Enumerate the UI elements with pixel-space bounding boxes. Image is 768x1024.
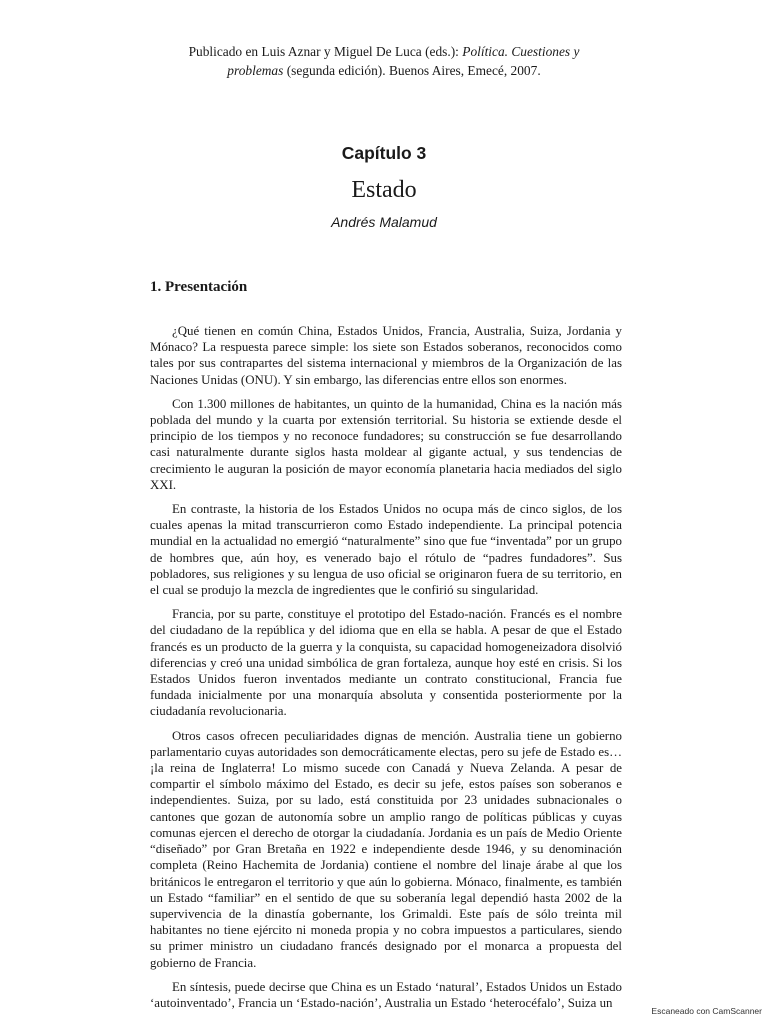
section-heading: 1. Presentación xyxy=(150,279,248,295)
chapter-title: Estado xyxy=(351,177,417,203)
citation-book-title-2: problemas xyxy=(227,63,284,78)
author-name: Andrés Malamud xyxy=(331,214,437,230)
paragraph: ¿Qué tienen en común China, Estados Unidos, Francia, Australia, Suiza, Jordania y Mónaco? La respuesta parece simple: los siete son Estados soberanos, reconocidos como tales por sus contrapartes del sistema internacional y miembros de la Organización de las Naciones Unidas (ONU). Y sin embargo, las diferencias entre ellos son enormes. xyxy=(150,324,622,387)
citation-book-title-1: Política. Cuestiones y xyxy=(462,44,580,59)
chapter-label: Capítulo 3 xyxy=(341,143,427,163)
paragraph: Francia, por su parte, constituye el prototipo del Estado-nación. Francés es el nombre del ciudadano de la república y del idioma que en ella se habla. A pesar de que el Estado francés es un producto de la guerra y la conquista, su capacidad homogeneizadora disolvió diferencias y creó una unidad simbólica de gran fortaleza, aunque hoy esté en crisis. Si los Estados Unidos fueron inventados mediante un contrato constitucional, Francia fue fundada inicialmente por una monarquía absoluta y consentida posteriormente por la ciudadanía revolucionaria. xyxy=(150,607,622,719)
scanner-watermark: Escaneado con CamScanner xyxy=(651,1006,762,1016)
paragraph: En contraste, la historia de los Estados Unidos no ocupa más de cinco siglos, de los cuales apenas la mitad transcurrieron como Estado independiente. La principal potencia mundial en la actualidad no emergió “naturalmente” sino que fue “inventada” por un grupo de hombres que, aún hoy, es venerado bajo el rótulo de “padres fundadores”. Sus pobladores, sus religiones y su lengua de uso oficial se originaron fuera de su territorio, en el cual se produjo la mezcla de ingredientes que le confirió su singularidad. xyxy=(150,502,622,598)
body-text xyxy=(150,323,622,1011)
paragraph: Con 1.300 millones de habitantes, un quinto de la humanidad, China es la nación más poblada del mundo y la cuarta por extensión territorial. Su historia se extiende desde el principio de los tiempos y no reconoce fundadores; su construcción se fue desarrollando casi naturalmente durante siglos hasta moldear al gigante actual, y sus tendencias de crecimiento le auguran la posición de mayor economía planetaria hacia mediados del siglo XXI. xyxy=(150,396,622,492)
citation-text-1: Publicado en Luis Aznar y Miguel De Luca (eds.): xyxy=(188,44,463,59)
citation-text-2: (segunda edición). Buenos Aires, Emecé, 2007. xyxy=(283,63,541,78)
paragraph: En síntesis, puede decirse que China es un Estado ‘natural’, Estados Unidos un Estado ‘autoinventado’, Francia un ‘Estado-nación’, Australia un Estado ‘heterocéfalo’, Suiza un xyxy=(150,979,622,1010)
paragraph: Otros casos ofrecen peculiaridades dignas de mención. Australia tiene un gobierno parlamentario cuyas autoridades son democráticamente electas, pero su jefe de Estado es… ¡la reina de Inglaterra! Lo mismo sucede con Canadá y Nueva Zelanda. A pesar de compartir el símbolo máximo del Estado, es decir su jefe, estos países son soberanos e independientes. Suiza, por su lado, está constituida por 23 unidades subnacionales o cantones que gozan de autonomía sobre un amplio rango de políticas públicas y cuyas comunas ejercen el derecho de otorgar la ciudadanía. Jordania es un país de Medio Oriente “diseñado” por Gran Bretaña en 1922 e independiente desde 1946, y su denominación completa (Reino Hachemita de Jordania) contiene el nombre del linaje árabe al que los británicos le entregaron el territorio y que aún lo gobierna. Mónaco, finalmente, es también un Estado “familiar” en el sentido de que su soberanía legal dependió hasta 2002 de la supervivencia de la dinastía gobernante, los Grimaldi. Este país de sólo treinta mil habitantes no tiene ejército ni moneda propia y no cobra impuestos a particulares, siendo su primer ministro un ciudadano francés designado por el monarca a propuesta del gobierno de Francia. xyxy=(150,728,622,970)
publication-citation xyxy=(150,42,618,80)
